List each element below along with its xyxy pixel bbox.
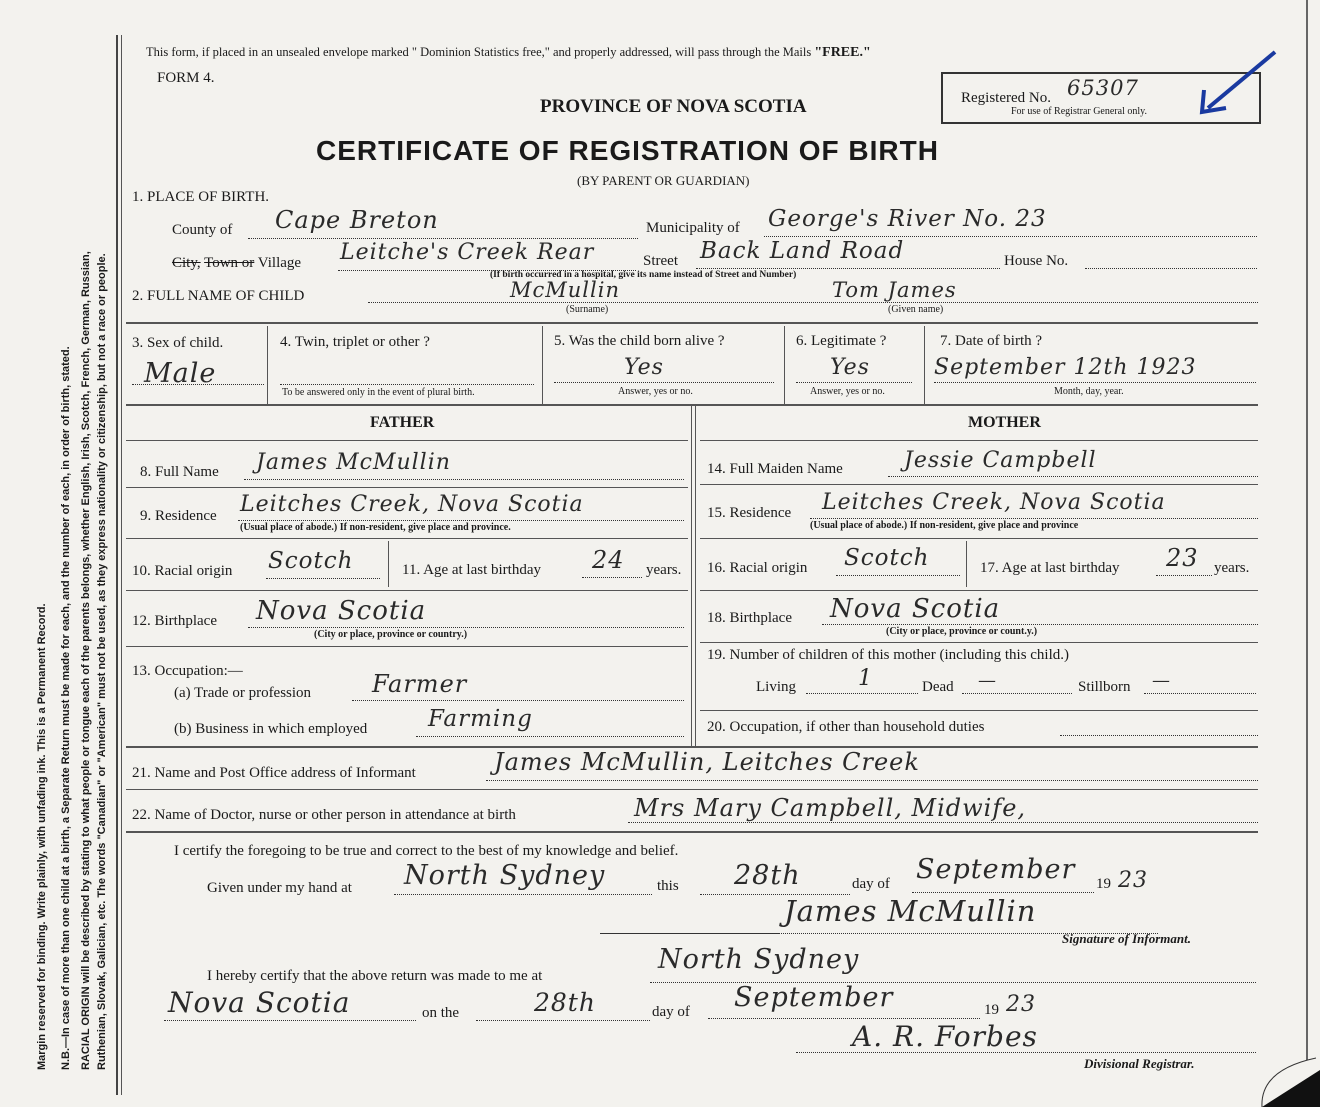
certify-month-line [912, 892, 1094, 893]
page-corner-fold [1256, 1050, 1320, 1107]
margin-note-multiple-births: N.B.—In case of more than one child at a birth, a Separate Return must be made for each, and the number of each, in order of birth, stated. [60, 346, 72, 1070]
mother-race-label: 16. Racial origin [707, 560, 808, 576]
father-res-note: (Usual place of abode.) If non-resident, give place and province. [240, 522, 511, 533]
registrar-place1: North Sydney [658, 944, 860, 975]
father-occ-label: 13. Occupation:— [132, 663, 243, 679]
dob-value: September 12th 1923 [934, 355, 1197, 380]
dead-label: Dead [922, 679, 954, 695]
row-divider-2 [542, 326, 543, 404]
informant-line [486, 780, 1258, 781]
certify-month-value: September [916, 854, 1076, 885]
parents-center-divider [691, 406, 696, 746]
father-rule-1 [126, 487, 688, 488]
father-rule-2 [126, 538, 688, 539]
informant-signature-label: Signature of Informant. [1062, 931, 1191, 946]
registrar-day-value: 28th [534, 988, 596, 1017]
certify-dayof-label: day of [852, 876, 890, 892]
living-value: 1 [858, 666, 873, 691]
father-trade-value: Farmer [372, 670, 468, 698]
registrar-year-value: 23 [1006, 992, 1036, 1017]
mother-res-value: Leitches Creek, Nova Scotia [822, 490, 1166, 515]
informant-value: James McMullin, Leitches Creek [494, 748, 920, 776]
doctor-value: Mrs Mary Campbell, Midwife, [634, 794, 1027, 822]
registrar-on-label: on the [422, 1005, 460, 1021]
province-title: PROVINCE OF NOVA SCOTIA [540, 96, 807, 117]
stillborn-value: — [1152, 670, 1171, 691]
father-age-label: 11. Age at last birthday [402, 562, 541, 578]
father-rule-4 [126, 646, 688, 647]
alive-note: Answer, yes or no. [618, 386, 693, 397]
father-name-line [244, 479, 684, 480]
mother-age-line [1156, 575, 1212, 576]
mother-occ-line [1060, 735, 1258, 736]
registrar-signature-label: Divisional Registrar. [1084, 1056, 1195, 1071]
father-age-line [582, 577, 642, 578]
father-birth-line [248, 627, 684, 628]
dob-note: Month, day, year. [1054, 386, 1124, 397]
mother-res-note: (Usual place of abode.) If non-resident, give place and province [810, 520, 1079, 531]
legit-note: Answer, yes or no. [810, 386, 885, 397]
father-name-label: 8. Full Name [140, 464, 219, 480]
surname-note: (Surname) [566, 304, 609, 315]
mother-birth-line [822, 624, 1258, 625]
county-value: Cape Breton [275, 206, 439, 234]
county-line [248, 238, 638, 239]
row-divider-1 [267, 326, 268, 404]
divider-top [126, 322, 1258, 324]
father-business-label: (b) Business in which employed [174, 721, 368, 737]
alive-value: Yes [624, 355, 664, 380]
father-years-label: years. [646, 562, 682, 578]
certify-year-value: 23 [1118, 868, 1148, 893]
certify-year-prefix: 19 [1096, 876, 1111, 892]
village-value: Leitche's Creek Rear [340, 240, 595, 265]
mother-children-label: 19. Number of children of this mother (including this child.) [707, 647, 1070, 663]
registrar-statement: I hereby certify that the above return was made to me at [207, 968, 543, 984]
father-heading: FATHER [370, 414, 435, 431]
legit-value: Yes [830, 355, 870, 380]
father-heading-rule [126, 440, 688, 441]
dead-line [962, 693, 1072, 694]
father-res-line [238, 520, 684, 521]
mother-race-value: Scotch [844, 545, 930, 571]
registered-label: Registered No. [961, 90, 1051, 106]
father-rule-3 [126, 590, 688, 591]
divider-certify [126, 831, 1258, 833]
city-town-village [172, 255, 301, 272]
father-res-value: Leitches Creek, Nova Scotia [240, 492, 584, 517]
margin-note-binding: Margin reserved for binding. Write plainly, with unfading ink. This is a Permanent Record. [36, 603, 48, 1070]
registrar-place2-line [164, 1020, 416, 1021]
municipality-value: George's River No. 23 [768, 206, 1047, 232]
mother-rule-5 [700, 710, 1258, 711]
twin-line [280, 384, 534, 385]
mother-birth-label: 18. Birthplace [707, 610, 792, 626]
father-business-value: Farming [428, 706, 533, 732]
legit-line [796, 382, 912, 383]
twin-note: To be answered only in the event of plural birth. [282, 387, 475, 398]
municipality-line [764, 236, 1257, 237]
given-place-line [394, 894, 652, 895]
row-divider-4 [924, 326, 925, 404]
mother-name-value: Jessie Campbell [904, 448, 1097, 473]
margin-border [116, 35, 118, 1095]
mailing-notice [146, 45, 871, 61]
stillborn-line [1144, 693, 1256, 694]
twin-label: 4. Twin, triplet or other ? [280, 334, 430, 350]
registrar-signature-line [796, 1052, 1256, 1053]
child-given-value: Tom James [832, 278, 957, 302]
father-birth-value: Nova Scotia [256, 596, 427, 626]
mother-age-value: 23 [1166, 544, 1199, 572]
certify-statement: I certify the foregoing to be true and correct to the best of my knowledge and belief. [174, 843, 679, 859]
mother-years-label: years. [1214, 560, 1250, 576]
father-name-value: James McMullin [256, 450, 451, 475]
certificate-title: CERTIFICATE OF REGISTRATION OF BIRTH [316, 135, 939, 166]
given-label: Given under my hand at [207, 880, 352, 896]
father-race-value: Scotch [268, 548, 354, 574]
form-number: FORM 4. [157, 70, 215, 86]
father-race-line [266, 578, 380, 579]
informant-label: 21. Name and Post Office address of Informant [132, 765, 416, 781]
street-line [696, 268, 1000, 269]
hospital-note: (If birth occurred in a hospital, give its name instead of Street and Number) [490, 270, 797, 280]
registrar-signature: A. R. Forbes [852, 1020, 1038, 1053]
mother-race-line [836, 575, 960, 576]
child-surname-value: McMullin [510, 278, 620, 302]
legit-label: 6. Legitimate ? [796, 333, 887, 349]
alive-label: 5. Was the child born alive ? [554, 333, 725, 349]
right-edge-border [1306, 0, 1308, 1060]
registrar-day-line [476, 1020, 650, 1021]
mother-age-label: 17. Age at last birthday [980, 560, 1120, 576]
registered-number: 65307 [1067, 76, 1139, 100]
row-divider-3 [784, 326, 785, 404]
blue-arrow-mark [1190, 48, 1280, 118]
mother-res-line [810, 518, 1258, 519]
dead-value: — [978, 670, 997, 691]
doctor-label: 22. Name of Doctor, nurse or other person in attendance at birth [132, 807, 516, 823]
informant-signature: James McMullin [784, 894, 1037, 928]
stillborn-label: Stillborn [1078, 679, 1131, 695]
given-note: (Given name) [888, 304, 944, 315]
this-label: this [657, 878, 679, 894]
father-birth-label: 12. Birthplace [132, 613, 217, 629]
mother-rule-2 [700, 538, 1258, 539]
mother-heading-rule [700, 440, 1258, 441]
mother-rule-4 [700, 642, 1258, 643]
house-label: House No. [1004, 253, 1069, 269]
child-name-label: 2. FULL NAME OF CHILD [132, 288, 305, 304]
certificate-subtitle: (BY PARENT OR GUARDIAN) [577, 173, 750, 188]
dob-line [934, 382, 1256, 383]
municipality-label: Municipality of [646, 220, 740, 236]
registrar-dayof-label: day of [652, 1004, 690, 1020]
mother-res-label: 15. Residence [707, 505, 792, 521]
mother-name-line [888, 476, 1258, 477]
street-label: Street [643, 253, 678, 269]
mother-birth-value: Nova Scotia [830, 594, 1001, 624]
registered-note: For use of Registrar General only. [1011, 106, 1147, 117]
mailing-notice-text: This form, if placed in an unsealed envelope marked " Dominion Statistics free," and properly addressed, will pass through the Mails [146, 45, 815, 59]
registrar-month-line [708, 1018, 980, 1019]
mother-birth-note: (City or place, province or count.y.) [886, 626, 1038, 637]
house-line [1085, 268, 1257, 269]
mother-rule-3 [700, 590, 1258, 591]
sex-line [132, 384, 264, 385]
sex-label: 3. Sex of child. [132, 335, 224, 351]
sex-value: Male [144, 358, 217, 389]
margin-note-racial-origin: RACIAL ORIGIN will be described by stating to what people or tongue each of the parents belongs, whether English, Irish, Scotch, French, German, Russian, [80, 251, 92, 1070]
registrar-month-value: September [734, 982, 894, 1013]
certify-day-value: 28th [734, 860, 801, 891]
divider-doctor [126, 789, 1258, 790]
place-heading: 1. PLACE OF BIRTH. [132, 189, 270, 205]
father-trade-line [352, 700, 684, 701]
mother-name-label: 14. Full Maiden Name [707, 461, 843, 477]
margin-border-inner [121, 35, 122, 1095]
county-label: County of [172, 222, 233, 238]
father-res-label: 9. Residence [140, 508, 217, 524]
father-race-divider [388, 541, 389, 587]
mother-heading: MOTHER [968, 414, 1041, 431]
registrar-place2: Nova Scotia [168, 986, 351, 1019]
town-label: Town or [204, 255, 255, 271]
father-age-value: 24 [592, 546, 625, 574]
child-name-line [368, 302, 1258, 303]
margin-note-racial-origin-cont: Ruthenian, Slovak, Galician, etc. The words "Canadian" or "American" must not be used, as they express nationality or citizenship, but not a race or people. [96, 253, 108, 1070]
mother-rule-1 [700, 484, 1258, 485]
given-place-value: North Sydney [404, 860, 606, 891]
father-race-label: 10. Racial origin [132, 563, 233, 579]
mother-race-divider [966, 541, 967, 587]
living-line [806, 693, 918, 694]
mailing-notice-free: "FREE." [814, 45, 871, 60]
village-label: Village [257, 255, 302, 271]
living-label: Living [756, 679, 796, 695]
father-business-line [416, 736, 684, 737]
street-value: Back Land Road [700, 238, 905, 264]
father-birth-note: (City or place, province or country.) [314, 629, 468, 640]
mother-occ-label: 20. Occupation, if other than household duties [707, 719, 985, 735]
father-trade-label: (a) Trade or profession [174, 685, 312, 701]
doctor-line [628, 822, 1258, 823]
dob-label: 7. Date of birth ? [940, 333, 1043, 349]
informant-signature-line [600, 933, 778, 934]
city-label: City, [172, 255, 201, 271]
alive-line [554, 382, 774, 383]
registrar-year-prefix: 19 [984, 1002, 999, 1018]
